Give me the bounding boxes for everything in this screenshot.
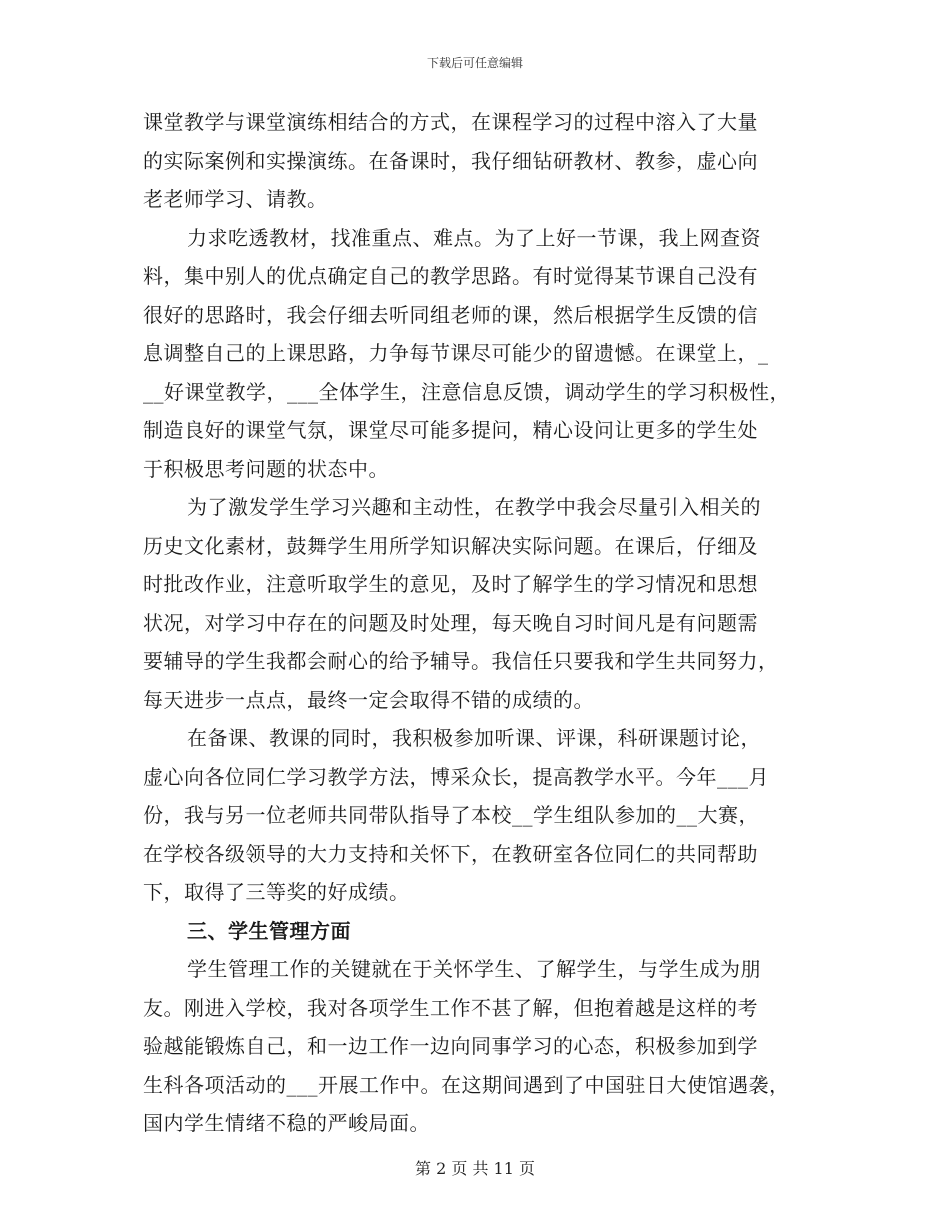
paragraph-line: 学生管理工作的关键就在于关怀学生、了解学生，与学生成为朋 xyxy=(187,957,761,981)
page-number-footer: 第 2 页 共 11 页 xyxy=(415,1159,535,1178)
paragraph-line: 验越能锻炼自己，和一边工作一边向同事学习的心态，积极参加到学 xyxy=(143,1034,758,1058)
paragraph-line: 要辅导的学生我都会耐心的给予辅导。我信任只要我和学生共同努力， xyxy=(143,649,779,673)
paragraph-line: 料，集中别人的优点确定自己的教学思路。有时觉得某节课自己没有 xyxy=(143,264,758,288)
paragraph-line: 份，我与另一位老师共同带队指导了本校__学生组队参加的__大赛， xyxy=(143,803,759,827)
paragraph-line: 很好的思路时，我会仔细去听同组老师的课，然后根据学生反馈的信 xyxy=(143,302,758,327)
paragraph-line: 于积极思考问题的状态中。 xyxy=(143,456,389,481)
paragraph-line: 时批改作业，注意听取学生的意见，及时了解学生的学习情况和思想 xyxy=(143,572,758,596)
paragraph-line: 下，取得了三等奖的好成绩。 xyxy=(143,880,410,904)
paragraph-line: 制造良好的课堂气氛，课堂尽可能多提问，精心设问让更多的学生处 xyxy=(143,418,758,442)
paragraph-line: 国内学生情绪不稳的严峻局面。 xyxy=(143,1111,430,1135)
paragraph-line: 友。刚进入学校，我对各项学生工作不甚了解，但抱着越是这样的考 xyxy=(143,995,758,1020)
paragraph-line: 息调整自己的上课思路，力争每节课尽可能少的留遗憾。在课堂上，_ xyxy=(143,341,769,365)
paragraph-line: 的实际案例和实操演练。在备课时，我仔细钻研教材、教参，虚心向 xyxy=(143,148,758,173)
paragraph-line: 历史文化素材，鼓舞学生用所学知识解决实际问题。在课后，仔细及 xyxy=(143,533,758,558)
paragraph-line: 力求吃透教材，找准重点、难点。为了上好一节课，我上网查资 xyxy=(187,225,761,250)
paragraph-line: 老老师学习、请教。 xyxy=(143,187,328,211)
paragraph-line: 在学校各级领导的大力支持和关怀下，在教研室各位同仁的共同帮助 xyxy=(143,841,758,866)
document-body xyxy=(143,103,823,1143)
paragraph-line: __好课堂教学，___全体学生，注意信息反馈，调动学生的学习积极性， xyxy=(143,379,790,404)
paragraph-line: 课堂教学与课堂演练相结合的方式，在课程学习的过程中溶入了大量 xyxy=(143,110,758,134)
section-heading: 三、学生管理方面 xyxy=(187,918,351,943)
paragraph-line: 虚心向各位同仁学习教学方法，博采众长，提高教学水平。今年___月 xyxy=(143,764,769,789)
paragraph-line: 为了激发学生学习兴趣和主动性，在教学中我会尽量引入相关的 xyxy=(187,495,761,519)
paragraph-line: 状况，对学习中存在的问题及时处理，每天晚自习时间凡是有问题需 xyxy=(143,610,758,635)
paragraph-line: 在备课、教课的同时，我积极参加听课、评课，科研课题讨论， xyxy=(187,726,761,750)
page-header-note: 下载后可任意编辑 xyxy=(426,56,523,70)
paragraph-line: 每天进步一点点，最终一定会取得不错的成绩的。 xyxy=(143,687,594,712)
paragraph-line: 生科各项活动的___开展工作中。在这期间遇到了中国驻日大使馆遇袭， xyxy=(143,1072,790,1097)
